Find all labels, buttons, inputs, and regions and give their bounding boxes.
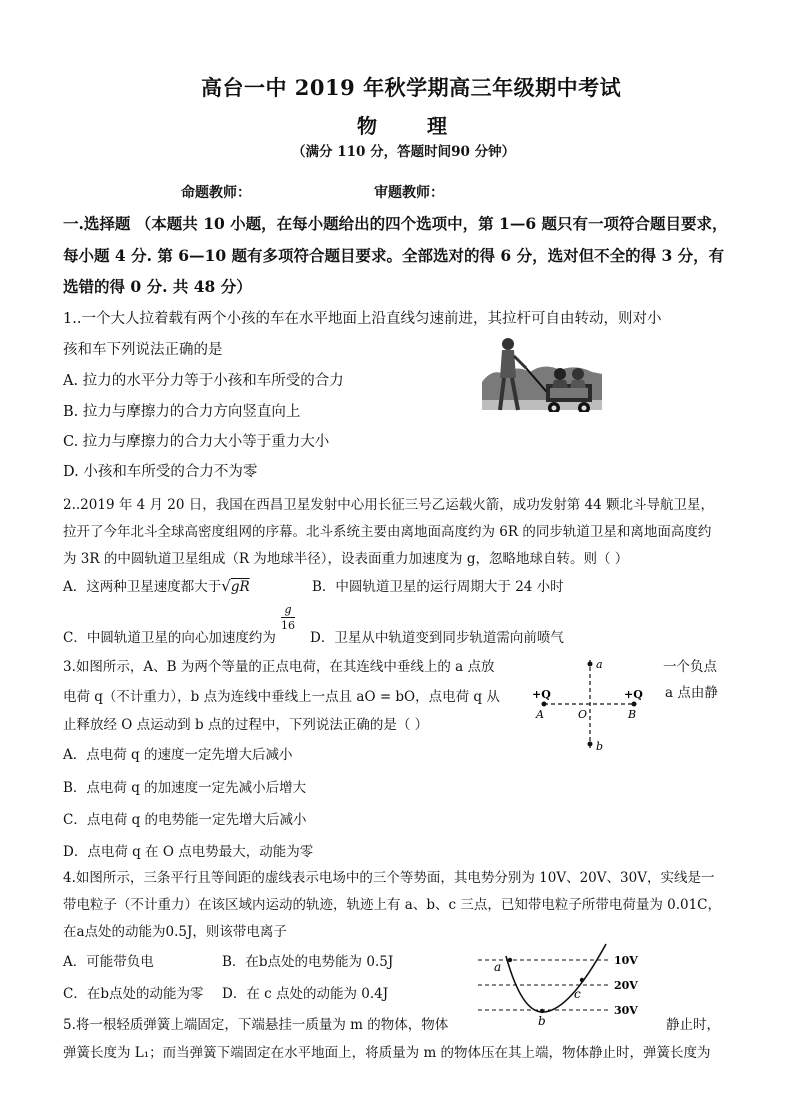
q2-option-a-math: gR	[230, 579, 250, 595]
q3-stem-line3: 止释放经 O 点运动到 b 点的过程中，下列说法正确的是（ ）	[63, 717, 429, 733]
label-a: a	[596, 658, 603, 671]
q3-stem-line1: 3.如图所示，A、B 为两个等量的正点电荷，在其连线中垂线上的 a 点放	[63, 659, 495, 675]
subject-char-2: 理	[426, 114, 447, 138]
label-A: A	[536, 708, 544, 721]
q1-stem-line1: 1..一个大人拉着载有两个小孩的车在水平地面上沿直线匀速前进，其拉杆可自由转动，则对小	[63, 311, 662, 327]
q5-stem-line1: 5.将一根轻质弹簧上端固定，下端悬挂一质量为 m 的物体，物体	[63, 1017, 449, 1033]
label-charge-b: +Q	[624, 688, 643, 701]
reviewer-label: 审题教师：	[374, 185, 444, 201]
subject-title	[357, 110, 447, 139]
fraction-numerator: g	[284, 603, 292, 616]
fraction-denominator: 16	[281, 619, 295, 632]
q4-option-d: D．在 c 点处的动能为 0.4J	[222, 986, 389, 1002]
q5-stem-line1-right: 静止时，	[666, 1017, 720, 1033]
q4-option-c: C．在b点处的动能为零	[63, 986, 204, 1002]
exam-subtitle: （满分 110 分，答题时间90 分钟）	[292, 144, 516, 160]
label-b: b	[596, 740, 604, 753]
q3-option-b: B．点电荷 q 的加速度一定先减小后增大	[63, 780, 307, 796]
q2-option-c: C．中圆轨道卫星的向心加速度约为	[63, 630, 276, 646]
q1-wagon-illustration	[482, 334, 602, 424]
label-10v: 10V	[614, 954, 638, 967]
q4-option-a: A．可能带负电	[63, 954, 154, 970]
q1-option-b: B. 拉力与摩擦力的合力方向竖直向上	[63, 404, 301, 420]
label-charge-a: +Q	[532, 688, 551, 701]
q4-option-b: B．在b点处的电势能为 0.5J	[222, 954, 394, 970]
label-30v: 30V	[614, 1004, 638, 1017]
q1-option-d: D. 小孩和车所受的合力不为零	[63, 464, 258, 480]
section1-line3: 选错的得 0 分. 共 48 分）	[63, 277, 252, 296]
fraction-bar	[281, 617, 295, 618]
label-o: O	[578, 708, 588, 721]
section1-line2: 每小题 4 分. 第 6—10 题有多项符合题目要求。全部选对的得 6 分，选对但不全的得 3 分，有	[63, 246, 725, 265]
q1-option-a: A. 拉力的水平分力等于小孩和车所受的合力	[63, 373, 344, 389]
q3-option-a: A．点电荷 q 的速度一定先增大后减小	[63, 747, 293, 763]
q3-stem-line1-right: 一个负点	[663, 659, 717, 675]
q2-option-a-text: A．这两种卫星速度都大于	[63, 579, 222, 595]
q2-stem-line3: 为 3R 的中圆轨道卫星组成（R 为地球半径），设表面重力加速度为 g，忽略地球自转。则（ ）	[63, 551, 629, 567]
q5-stem-line2: 弹簧长度为 L₁；而当弹簧下端固定在水平地面上，将质量为 m 的物体压在其上端，物体静止时，弹簧长度为	[63, 1045, 711, 1061]
q4-stem-line3: 在a点处的动能为0.5J，则该带电离子	[63, 924, 287, 940]
q4-stem-line1: 4.如图所示，三条平行且等间距的虚线表示电场中的三个等势面，其电势分别为 10V、20V、30V，实线是一	[63, 870, 715, 886]
page-title: 高台一中 2019 年秋学期高三年级期中考试	[201, 75, 622, 100]
q2-fraction	[281, 603, 295, 632]
label-point-b: b	[538, 1014, 546, 1028]
q2-option-d: D．卫星从中轨道变到同步轨道需向前喷气	[310, 630, 564, 646]
q1-option-c: C. 拉力与摩擦力的合力大小等于重力大小	[63, 434, 330, 450]
sqrt-symbol: √	[221, 577, 231, 595]
q4-stem-line2: 带电粒子（不计重力）在该区域内运动的轨迹，轨迹上有 a、b、c 三点，已知带电粒子所带电荷量为 0.01C，	[63, 897, 722, 913]
q3-charge-diagram	[530, 652, 650, 756]
label-point-c: c	[574, 987, 581, 1001]
q4-equipotential-diagram	[478, 940, 653, 1028]
q1-stem-line2: 孩和车下列说法正确的是	[63, 342, 223, 358]
q3-stem-line2-right: a 点由静	[665, 685, 718, 701]
q3-option-c: C．点电荷 q 的电势能一定先增大后减小	[63, 812, 307, 828]
q2-stem-line2: 拉开了今年北斗全球高密度组网的序幕。北斗系统主要由离地面高度约为 6R 的同步轨道卫星和离地面高度约	[63, 524, 712, 540]
subject-char-1: 物	[357, 114, 377, 138]
label-B: B	[628, 708, 637, 721]
q3-option-d: D．点电荷 q 在 O 点电势最大，动能为零	[63, 844, 314, 860]
label-point-a: a	[494, 960, 502, 974]
q2-option-b: B．中圆轨道卫星的运行周期大于 24 小时	[312, 579, 564, 595]
section1-line1: 一.选择题 （本题共 10 小题，在每小题给出的四个选项中，第 1—6 题只有一项符合题目要求，	[63, 214, 728, 233]
q2-option-a	[63, 575, 250, 595]
author-label: 命题教师：	[181, 185, 251, 201]
q2-stem-line1: 2..2019 年 4 月 20 日，我国在西昌卫星发射中心用长征三号乙运载火箭，成功发射第 44 颗北斗导航卫星，	[63, 497, 715, 513]
q3-stem-line2: 电荷 q（不计重力），b 点为连线中垂线上一点且 aO = bO，点电荷 q 从	[63, 689, 500, 705]
label-20v: 20V	[614, 979, 638, 992]
